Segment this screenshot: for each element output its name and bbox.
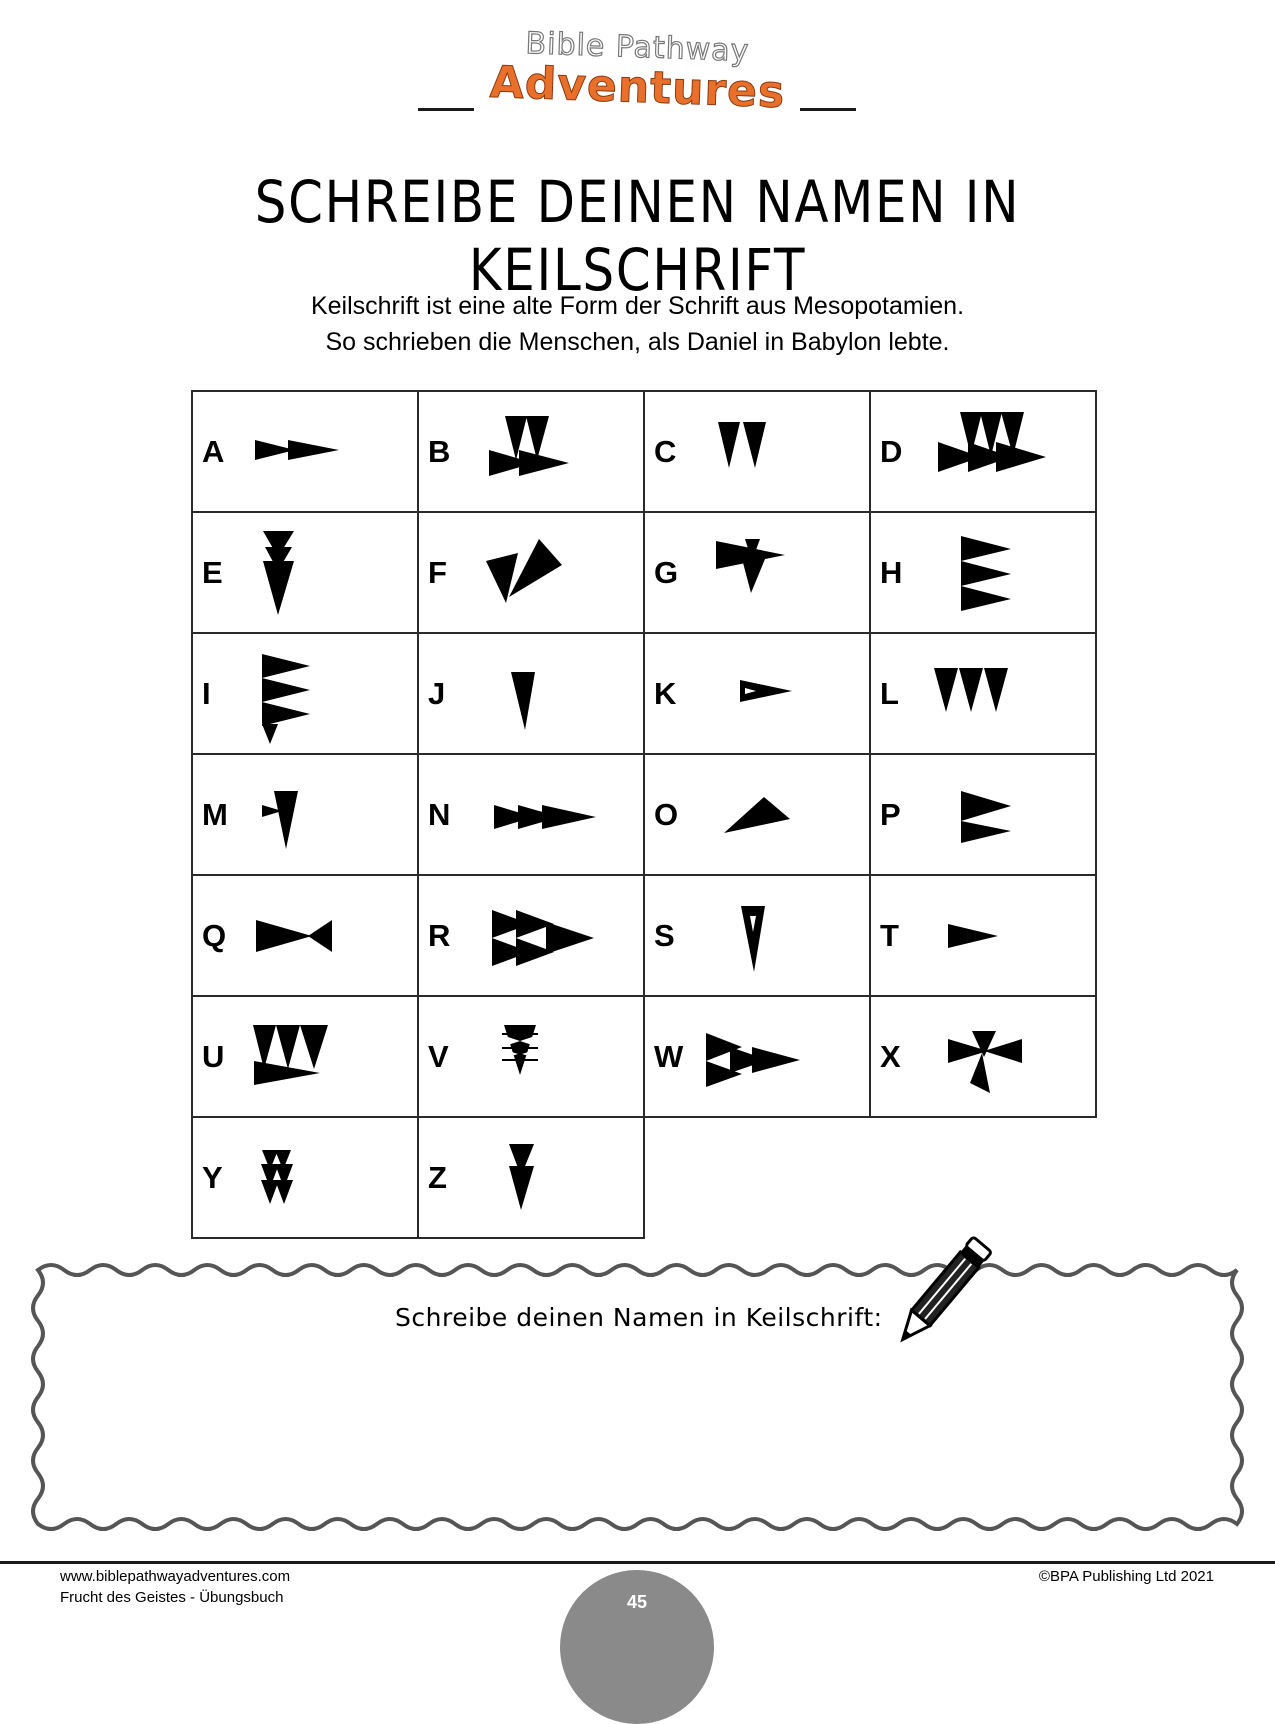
cuneiform-x-icon: [926, 1003, 1056, 1111]
page-title: SCHREIBE DEINEN NAMEN IN KEILSCHRIFT: [254, 168, 1021, 304]
letter-label: R: [428, 917, 451, 953]
letter-label: S: [654, 917, 675, 953]
cuneiform-e-icon: [248, 519, 378, 627]
cuneiform-r-icon: [474, 882, 604, 990]
letter-label: C: [654, 433, 677, 469]
letter-label: B: [428, 433, 451, 469]
footer-website: www.biblepathwayadventures.com: [60, 1568, 291, 1585]
cuneiform-v-icon: [474, 1003, 604, 1111]
alphabet-cell-m: [192, 754, 418, 875]
cuneiform-alphabet-grid: [191, 390, 1097, 1239]
intro-line-2: So schrieben die Menschen, als Daniel in Babylon lebte.: [325, 328, 950, 356]
alphabet-cell-r: [418, 875, 644, 996]
alphabet-cell-i: [192, 633, 418, 754]
alphabet-cell-s: [644, 875, 870, 996]
cuneiform-b-icon: [474, 398, 604, 506]
cuneiform-l-icon: [926, 640, 1056, 748]
alphabet-cell-f: [418, 512, 644, 633]
letter-label: F: [428, 554, 447, 590]
page-number: 45: [626, 1592, 648, 1612]
cuneiform-p-icon: [926, 761, 1056, 869]
letter-label: L: [880, 675, 899, 711]
logo-top-text: Bible Pathway: [525, 26, 750, 69]
cuneiform-j-icon: [474, 640, 604, 748]
letter-label: O: [654, 796, 679, 832]
letter-label: H: [880, 554, 903, 590]
cuneiform-w-icon: [700, 1003, 830, 1111]
cuneiform-a-icon: [248, 398, 378, 506]
letter-label: V: [428, 1038, 449, 1074]
cuneiform-c-icon: [700, 398, 830, 506]
alphabet-cell-n: [418, 754, 644, 875]
letter-label: Q: [202, 917, 227, 953]
empty-cell: [644, 1117, 870, 1238]
cuneiform-d-icon: [926, 398, 1056, 506]
letter-label: P: [880, 796, 901, 832]
footer-rule: [0, 1561, 1275, 1564]
intro-text: [0, 288, 1275, 360]
alphabet-cell-u: [192, 996, 418, 1117]
cuneiform-k-icon: [700, 640, 830, 748]
empty-cell: [870, 1117, 1096, 1238]
cuneiform-g-icon: [700, 519, 830, 627]
cuneiform-q-icon: [248, 882, 378, 990]
cuneiform-n-icon: [474, 761, 604, 869]
alphabet-cell-z: [418, 1117, 644, 1238]
letter-label: Z: [428, 1159, 447, 1195]
cuneiform-s-icon: [700, 882, 830, 990]
cuneiform-m-icon: [248, 761, 378, 869]
alphabet-cell-d: [870, 391, 1096, 512]
cuneiform-u-icon: [248, 1003, 378, 1111]
intro-line-1: Keilschrift ist eine alte Form der Schrift aus Mesopotamien.: [310, 292, 965, 320]
cuneiform-h-icon: [926, 519, 1056, 627]
cuneiform-i-icon: [248, 640, 378, 748]
alphabet-cell-k: [644, 633, 870, 754]
letter-label: E: [202, 554, 223, 590]
letter-label: J: [428, 675, 446, 711]
alphabet-cell-x: [870, 996, 1096, 1117]
alphabet-cell-l: [870, 633, 1096, 754]
alphabet-cell-h: [870, 512, 1096, 633]
alphabet-cell-c: [644, 391, 870, 512]
alphabet-cell-o: [644, 754, 870, 875]
letter-label: K: [654, 675, 677, 711]
footer-copyright: ©BPA Publishing Ltd 2021: [1038, 1568, 1214, 1585]
cuneiform-o-icon: [700, 761, 830, 869]
alphabet-cell-b: [418, 391, 644, 512]
letter-label: G: [654, 554, 679, 590]
footer-book-title: Frucht des Geistes - Übungsbuch: [60, 1589, 284, 1606]
alphabet-cell-w: [644, 996, 870, 1117]
letter-label: X: [880, 1038, 901, 1074]
alphabet-cell-y: [192, 1117, 418, 1238]
alphabet-cell-p: [870, 754, 1096, 875]
letter-label: Y: [202, 1159, 223, 1195]
letter-label: M: [202, 796, 228, 832]
cuneiform-z-icon: [474, 1124, 604, 1232]
alphabet-cell-a: [192, 391, 418, 512]
alphabet-cell-v: [418, 996, 644, 1117]
letter-label: U: [202, 1038, 225, 1074]
letter-label: N: [428, 796, 451, 832]
letter-label: I: [202, 675, 211, 711]
letter-label: A: [202, 433, 225, 469]
writing-box-label: Schreibe deinen Namen in Keilschrift:: [395, 1303, 883, 1332]
logo-bottom-text: Adventures: [488, 56, 787, 119]
alphabet-cell-e: [192, 512, 418, 633]
logo-rule-left: [418, 108, 474, 111]
alphabet-cell-q: [192, 875, 418, 996]
cuneiform-t-icon: [926, 882, 1056, 990]
cuneiform-y-icon: [248, 1124, 378, 1232]
letter-label: T: [880, 917, 899, 953]
alphabet-cell-t: [870, 875, 1096, 996]
alphabet-cell-g: [644, 512, 870, 633]
cuneiform-f-icon: [474, 519, 604, 627]
alphabet-cell-j: [418, 633, 644, 754]
pencil-icon: [880, 1225, 1000, 1365]
letter-label: D: [880, 433, 903, 469]
letter-label: W: [654, 1038, 684, 1074]
